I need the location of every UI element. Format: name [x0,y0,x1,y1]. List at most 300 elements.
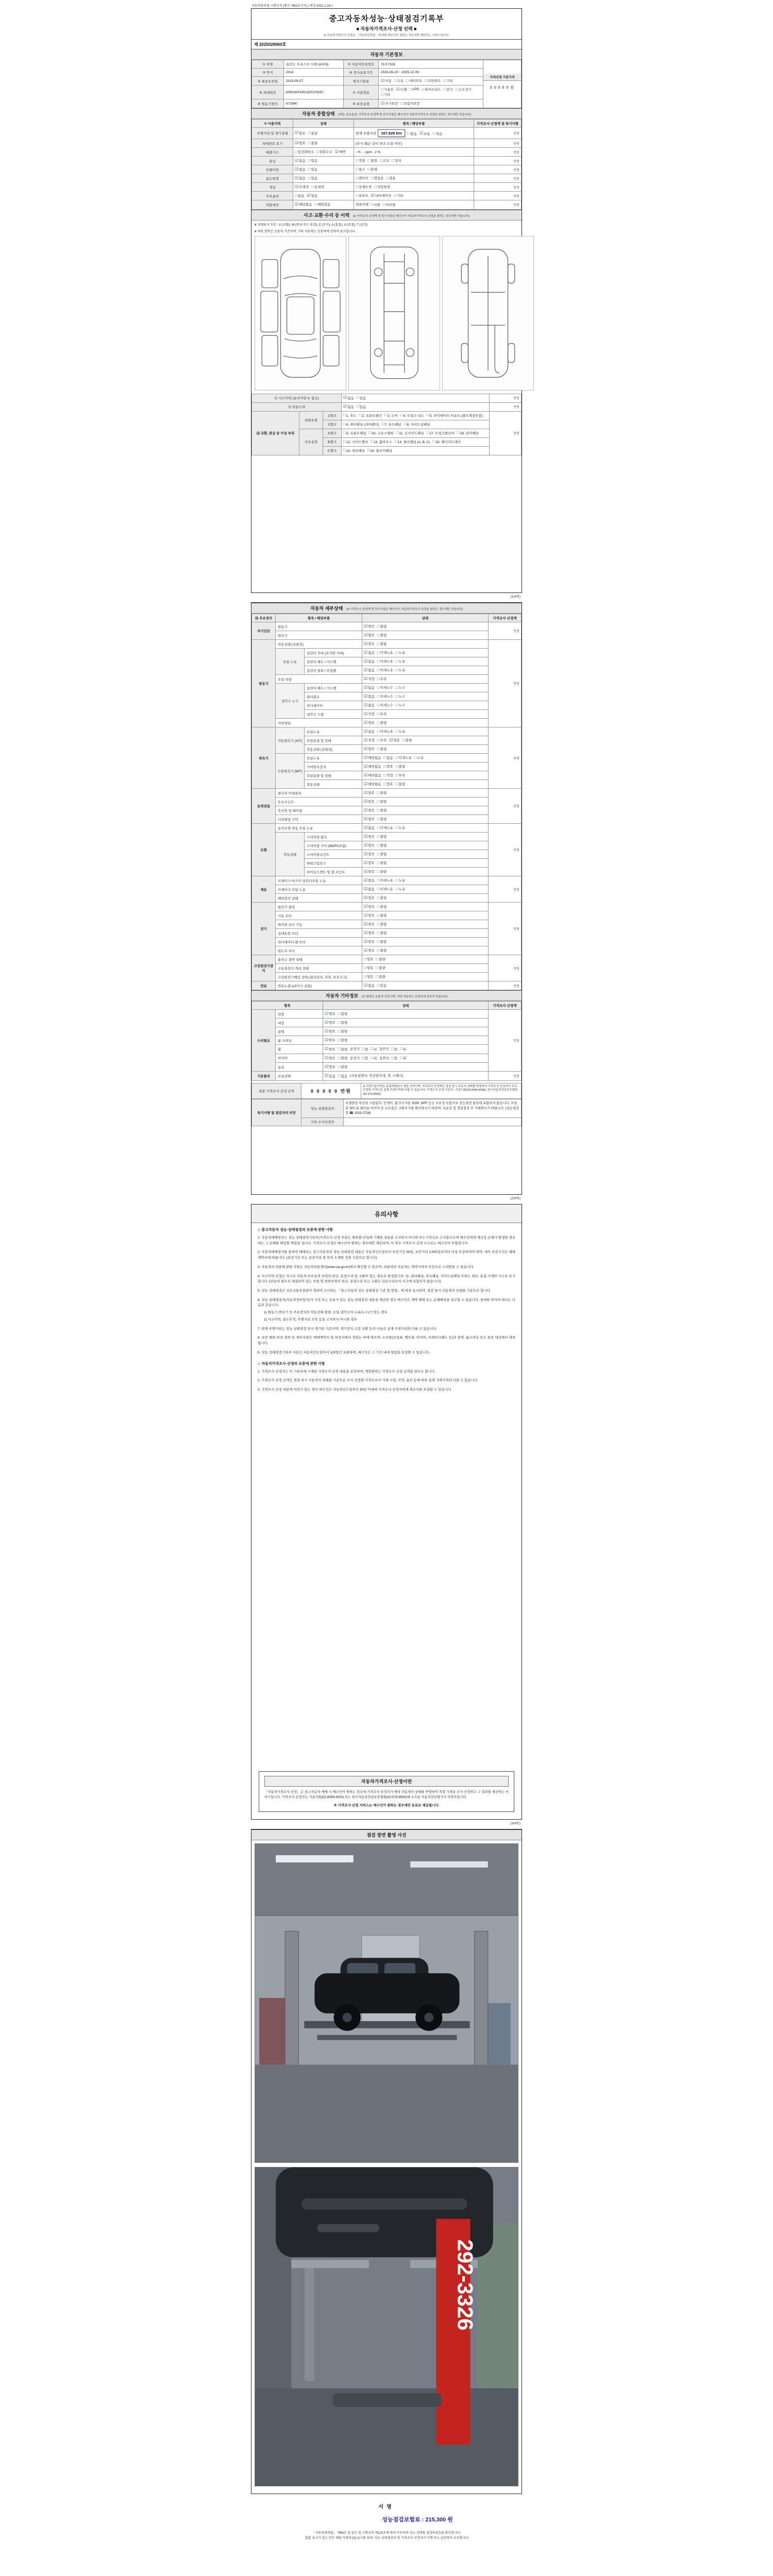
section-note: (⑮ 항목은 승용차 기준이며, 기타 자동차는 승용차에 준하여 적습니다) [361,995,448,998]
checkbox-미세누유[interactable] [377,668,393,672]
item-label: 오일유량 및 상태 [305,771,362,780]
checkbox-label: 있음 [311,159,318,163]
checkbox-누유[interactable] [396,729,405,734]
checkbox-icon: □ [402,737,405,742]
checkbox-뒤[interactable] [371,1056,377,1060]
checkbox-icon: □ [377,650,380,655]
checkbox-뒤[interactable] [400,1056,406,1060]
checkbox-적정[interactable] [364,676,375,681]
checkbox-icon: □ [377,947,380,953]
checkbox-수소전기[interactable] [456,87,472,92]
checkbox-label: 없음 [368,695,375,699]
checkbox-양호[interactable] [325,1038,335,1042]
checkbox-불량[interactable] [338,1011,347,1016]
checkbox-양호[interactable] [364,913,375,918]
checkbox-양호[interactable] [364,624,375,629]
checkbox-있음[interactable] [308,176,317,180]
checkbox-양호[interactable] [364,965,373,970]
checkbox-적법[interactable] [356,158,365,163]
checkbox-label: 없음 [368,660,375,664]
checkbox-불량[interactable] [377,720,386,725]
checkbox-없음[interactable] [364,685,375,690]
checkbox-미세누유[interactable] [396,755,412,760]
checkbox-있음[interactable] [357,396,366,400]
checkbox-양호[interactable] [364,895,375,900]
checkbox-icon: □ [395,658,398,664]
checkbox-미세누유[interactable] [377,650,393,655]
checkbox-label: 부족 [380,713,387,716]
checkbox-보험사보증[interactable] [400,101,419,106]
rank-label: 2랭크 [323,420,342,429]
checkbox-불량[interactable] [377,817,386,821]
checkbox-양호[interactable] [325,1056,335,1060]
checkbox-자가보증[interactable] [381,101,398,106]
checkbox-적정[interactable] [364,738,375,742]
checkbox-디젤[interactable] [396,87,407,92]
checkbox-기타[interactable] [394,193,403,198]
table-row [252,139,522,148]
checkbox-양호[interactable] [325,1064,335,1069]
state-cell [362,631,489,640]
checkbox-불량[interactable] [377,799,386,804]
checkbox-label: 양호 [386,783,393,786]
state-cell [293,128,354,139]
checkbox-있음[interactable] [325,1074,335,1078]
checkbox-미세누유[interactable] [377,825,393,830]
checkbox-18. 리어패널[interactable] [457,431,479,435]
checkbox-icon: □ [367,448,370,452]
checkbox-2. 프론트펜더[interactable] [359,413,382,418]
checkbox-무채색[interactable] [295,184,309,189]
item-label: 광택 [276,1027,323,1036]
inspection-insurance-premium [254,2515,519,2523]
checkbox-영업용[interactable] [371,176,384,180]
state-cell [293,148,354,157]
checkbox-누유[interactable] [396,825,405,830]
checkbox-양호[interactable] [364,957,373,961]
checkbox-뒤[interactable] [400,1047,406,1052]
checkbox-누유[interactable] [396,887,405,891]
price-cell: 만원 [489,955,522,981]
checkbox-앞[interactable] [391,1056,397,1060]
checkbox-불량[interactable] [377,843,386,848]
checkbox-누수[interactable] [396,685,405,690]
checkbox-앞[interactable] [362,1056,368,1060]
checkbox-불량[interactable] [376,957,385,961]
checkbox-label: 미세누유 [380,730,393,734]
state-text: 동반석 [379,1047,390,1051]
checkbox-불량[interactable] [396,782,405,786]
checkbox-불량[interactable] [402,738,412,742]
checkbox-icon: □ [395,755,398,760]
checkbox-양호[interactable] [364,834,375,839]
checkbox-있음[interactable] [377,983,386,988]
checkbox-label: 양호 [368,634,375,637]
checkbox-양호[interactable] [364,720,375,725]
page-2 [251,602,522,1195]
checkbox-양호[interactable] [364,939,375,944]
checkbox-12. 사이드멤버[interactable] [343,439,368,444]
checkbox-불량[interactable] [376,974,385,979]
checkbox-8. 사이드실패널[interactable] [404,422,430,427]
checkbox-뒤[interactable] [371,1047,377,1052]
checkbox-양호[interactable] [364,869,375,874]
checkbox-label: 보험사보증 [404,102,420,106]
checkbox-불량[interactable] [338,1029,347,1033]
checkbox-미세누유[interactable] [377,729,393,734]
checkbox-무단변속[interactable] [425,78,441,83]
checkbox-양호[interactable] [364,808,375,812]
panel-items-cell [342,446,490,455]
checkbox-양호[interactable] [364,974,373,979]
checkbox-10. 크로스멤버[interactable] [369,431,394,435]
checkbox-부족[interactable] [396,773,405,777]
checkbox-해당없음[interactable] [364,773,381,777]
checkbox-불량[interactable] [377,869,386,874]
item-cell [354,148,474,157]
checkbox-없음[interactable] [364,878,375,883]
checkbox-네비게이션[interactable] [371,193,392,198]
state-cell [323,1045,489,1054]
checkbox-icon: □ [338,1055,341,1060]
checkbox-양호[interactable] [389,738,400,742]
checkbox-썬루프[interactable] [356,193,368,198]
checkbox-수동[interactable] [394,78,404,83]
checkbox-적정[interactable] [364,711,375,716]
checkbox-가솔린[interactable] [381,87,394,92]
checkbox-장치[interactable] [392,158,401,163]
table-row [252,394,522,402]
checkbox-매연[interactable] [335,149,346,154]
checkbox-label: 없음 [368,984,375,988]
checkbox-없음[interactable] [343,404,354,409]
checkbox-많음[interactable] [408,131,417,136]
checkbox-불량[interactable] [338,1047,347,1052]
checkbox-19. 패키지트레이[interactable] [432,439,460,444]
checkbox-icon: ☑ [364,851,368,856]
checkbox-불량[interactable] [377,852,386,856]
checkbox-없음[interactable] [364,694,375,699]
checkbox-누유[interactable] [396,668,405,672]
checkbox-3. 도어[interactable] [384,413,398,418]
checkbox-관용[interactable] [386,176,395,180]
state-cell [362,692,489,701]
checkbox-label: 이행 [373,203,380,207]
row-label: 색상 [252,183,293,192]
item-label: 스티어링 기어 (MDPS포함) [305,841,362,850]
item-label: 파워고압호스 [305,859,362,868]
checkbox-없음[interactable] [364,729,375,734]
checkbox-icon: □ [394,439,397,444]
checkbox-하이브리드[interactable] [422,87,441,92]
state-cell [362,675,489,684]
checkbox-미세누유[interactable] [377,887,393,891]
checkbox-자동[interactable] [381,78,392,83]
checkbox-없음[interactable] [364,887,375,891]
checkbox-해당없음[interactable] [364,764,381,769]
panel-items-cell [342,429,490,437]
checkbox-누유[interactable] [396,659,405,664]
table-row [252,903,522,911]
checkbox-미세누수[interactable] [377,703,393,707]
checkbox-양호[interactable] [364,922,375,926]
checkbox-누유[interactable] [396,650,405,655]
checkbox-label: 색상변경 [377,185,390,189]
checkbox-양호[interactable] [364,799,375,804]
checkbox-label: 양호 [368,853,375,856]
checkbox-label: 탄화수소 [320,150,333,154]
checkbox-누수[interactable] [396,703,405,707]
checkbox-양호[interactable] [295,141,306,145]
item-label: 보유상태 [276,1072,323,1081]
checkbox-기타[interactable] [381,92,390,97]
item-label: 배력장치 상태 [276,894,362,903]
checkbox-불량[interactable] [377,834,386,839]
checkbox-없음[interactable] [364,650,375,655]
checkbox-누수[interactable] [396,694,405,699]
checkbox-있음[interactable] [308,167,317,172]
checkbox-icon: □ [377,720,380,725]
panel-items-cell [342,437,490,446]
checkbox-7. 루프패널[interactable] [381,422,401,427]
checkbox-label: 양호 [329,1039,335,1042]
checkbox-부족[interactable] [377,711,386,716]
checkbox-LPG[interactable] [409,88,419,92]
price-cell: 만원 [489,876,522,903]
state-cell [342,402,490,411]
checkbox-icon: ☑ [364,842,368,848]
checkbox-label: 미세누유 [398,756,412,760]
checkbox-불량[interactable] [338,1020,347,1025]
checkbox-해당없음[interactable] [364,755,381,760]
checkbox-icon: ☑ [364,904,368,909]
checkbox-icon: □ [395,685,398,690]
checkbox-label: 양호 [368,896,375,900]
checkbox-침수[interactable] [356,167,365,172]
checkbox-불량[interactable] [377,808,386,812]
group-label: 제동 [252,876,276,903]
checkbox-렌터카[interactable] [356,176,368,180]
state-cell [362,859,489,868]
checkbox-기타[interactable] [443,78,452,83]
checkbox-불량[interactable] [338,1038,347,1042]
checkbox-없음[interactable] [383,755,393,760]
checkbox-icon: □ [425,78,427,83]
checkbox-적정[interactable] [383,773,393,777]
checkbox-없음[interactable] [295,176,306,180]
checkbox-양호[interactable] [325,1011,335,1016]
checkbox-label: 뒤 [403,1057,407,1060]
checkbox-앞[interactable] [391,1047,397,1052]
panel-items-cell [342,411,490,420]
checkbox-17. 트렁크플로어[interactable] [426,431,454,435]
checkbox-불량[interactable] [338,1064,347,1069]
checkbox-양호[interactable] [364,633,375,637]
checkbox-양호[interactable] [364,904,375,909]
checkbox-label: 불량 [380,905,387,909]
checkbox-없음[interactable] [343,396,354,400]
checkbox-부족[interactable] [377,676,386,681]
checkbox-양호[interactable] [364,852,375,856]
checkbox-icon: □ [376,974,379,979]
checkbox-불량[interactable] [377,904,386,909]
checkbox-전체도색[interactable] [356,184,372,189]
checkbox-유채색[interactable] [311,184,324,189]
checkbox-15. 대쉬패널[interactable] [343,448,365,453]
checkbox-없음[interactable] [295,158,306,163]
checkbox-불량[interactable] [308,131,317,135]
checkbox-label: 무채색 [299,185,309,189]
checkbox-4. 트렁크 리드[interactable] [400,413,424,418]
checkbox-label: 4. 트렁크 리드 [403,414,425,418]
checkbox-불량[interactable] [377,930,386,935]
checkbox-미이행[interactable] [383,202,396,207]
checkbox-불량[interactable] [377,895,386,900]
checkbox-icon: □ [382,202,385,207]
checkbox-icon: □ [356,184,358,189]
checkbox-label: 없음 [299,159,306,163]
checkbox-양호[interactable] [325,1029,335,1033]
notice-sub-item: 1. 가격조사·산정자는 이 기록부에 기재된 가격조사·산정 내용을 보증하며, 책임범위는 가격조사·산정 금액을 한도로 합니다. [258,1369,435,1374]
checkbox-탄화수소[interactable] [316,149,332,154]
checkbox-있음[interactable] [308,158,317,163]
checkbox-icon: □ [443,78,446,83]
checkbox-양호[interactable] [295,131,306,135]
signature-field[interactable]: 서명 [378,2504,395,2510]
checkbox-icon: ☑ [364,816,368,821]
checkbox-없음[interactable] [295,193,304,198]
checkbox-불량[interactable] [377,790,386,795]
checkbox-세미오토[interactable] [406,78,422,83]
checkbox-양호[interactable] [364,948,375,953]
checkbox-label: 있음 [311,177,318,180]
checkbox-icon: □ [377,904,380,909]
checkbox-불량[interactable] [338,1056,347,1060]
checkbox-양호[interactable] [364,817,375,821]
checkbox-11. 인사이드패널[interactable] [396,431,424,435]
checkbox-없음[interactable] [364,825,375,830]
section-accident-history [251,210,522,221]
checkbox-label: 양호 [368,940,375,944]
checkbox-양호[interactable] [325,1047,335,1052]
checkbox-9. 프론트패널[interactable] [343,431,366,435]
checkbox-해당없음[interactable] [295,202,312,207]
checkbox-icon: ☑ [364,658,368,664]
checkbox-14. 필러패널 (A, B, C)[interactable] [395,439,430,444]
checkbox-보통[interactable] [419,131,430,136]
checkbox-해당있음[interactable] [314,202,330,207]
checkbox-5. 라디에이터 서포트 (볼트체결부품)[interactable] [427,413,483,418]
checkbox-불량[interactable] [377,948,386,953]
checkbox-13. 휠하우스[interactable] [371,439,392,444]
checkbox-icon: □ [308,130,311,135]
checkbox-불량[interactable] [376,965,385,970]
checkbox-없음[interactable] [364,703,375,707]
checkbox-불량[interactable] [377,624,386,629]
checkbox-불량[interactable] [377,641,386,646]
checkbox-없음[interactable] [364,659,375,664]
price-survey-definition-note: ※ 가격조사·산정 서비스는 매수인이 원하는 경우에만 유료로 제공됩니다. [333,1804,440,1807]
checkbox-양호[interactable] [364,641,375,646]
checkbox-불법[interactable] [367,158,377,163]
checkbox-미세누유[interactable] [377,878,393,883]
checkbox-6. 쿼터패널 (리어펜더)[interactable] [343,422,379,427]
checkbox-누유[interactable] [414,755,424,760]
table-row [252,60,522,69]
checkbox-불량[interactable] [377,922,386,926]
checkbox-일산화탄소[interactable] [295,149,314,154]
checkbox-불량[interactable] [377,633,386,637]
checkbox-양호[interactable] [364,860,375,865]
notice-sub-item: 3. 가격조사·산정 내용에 이의가 있는 경우 매수인은 자동차인도일부터 30일 이내에 가격조사·산정자에게 재조사를 요청할 수 있습니다. [258,1387,452,1392]
checkbox-불량[interactable] [377,747,386,751]
checkbox-구조[interactable] [380,158,389,163]
checkbox-label: 없음 [341,1074,348,1078]
checkbox-label: 미세누유 [380,888,393,891]
checkbox-없음[interactable] [295,167,306,172]
checkbox-양호[interactable] [364,747,375,751]
checkbox-label: 부족 [398,774,406,777]
checkbox-화재[interactable] [367,167,377,172]
checkbox-양호[interactable] [383,782,393,786]
checkbox-불량[interactable] [377,939,386,944]
section-note: (※ 가격조사·산정액 및 특기사항은 매수인이 자동차가격조사·산정을 원하는 경우에만 적습니다) [346,608,463,611]
checkbox-있음[interactable] [357,404,366,409]
checkbox-label: 미세누유 [380,826,393,830]
checkbox-불량[interactable] [377,860,386,865]
checkbox-양호[interactable] [325,1020,335,1025]
checkbox-적음[interactable] [433,131,442,136]
checkbox-1. 후드[interactable] [343,413,357,418]
checkbox-label: 양호 [368,800,375,804]
state-cell [362,798,489,806]
checkbox-label: 가솔린 [383,88,394,92]
checkbox-해당없음[interactable] [364,782,381,786]
checkbox-미세누수[interactable] [377,694,393,699]
item-cell [354,128,474,139]
checkbox-색상변경[interactable] [374,184,390,189]
checkbox-없음[interactable] [364,983,375,988]
state-cell [362,903,489,911]
checkbox-전기[interactable] [444,87,453,92]
checkbox-icon: □ [361,1046,364,1051]
checkbox-양호[interactable] [364,843,375,848]
checkbox-양호[interactable] [383,764,393,769]
checkbox-16. 플로어패널[interactable] [367,448,392,453]
checkbox-label: 불량 [380,748,387,751]
checkbox-불량[interactable] [377,913,386,918]
checkbox-icon: □ [377,685,380,690]
rank-label: 1랭크 [323,411,342,420]
checkbox-불량[interactable] [396,764,405,769]
checkbox-미세누유[interactable] [377,659,393,664]
state-cell [323,1036,489,1045]
checkbox-양호[interactable] [364,930,375,935]
checkbox-미세누수[interactable] [377,685,393,690]
checkbox-label: 10. 크로스멤버 [372,431,394,435]
checkbox-누유[interactable] [396,878,405,883]
checkbox-양호[interactable] [364,790,375,795]
checkbox-없음[interactable] [338,1074,347,1078]
checkbox-불량[interactable] [308,141,317,145]
checkbox-이행[interactable] [371,202,380,207]
car-diagrams [251,234,522,394]
checkbox-부족[interactable] [377,738,386,742]
checkbox-label: 양호 [299,131,306,135]
checkbox-있음[interactable] [307,193,317,198]
checkbox-없음[interactable] [364,668,375,672]
checkbox-앞[interactable] [362,1047,368,1052]
